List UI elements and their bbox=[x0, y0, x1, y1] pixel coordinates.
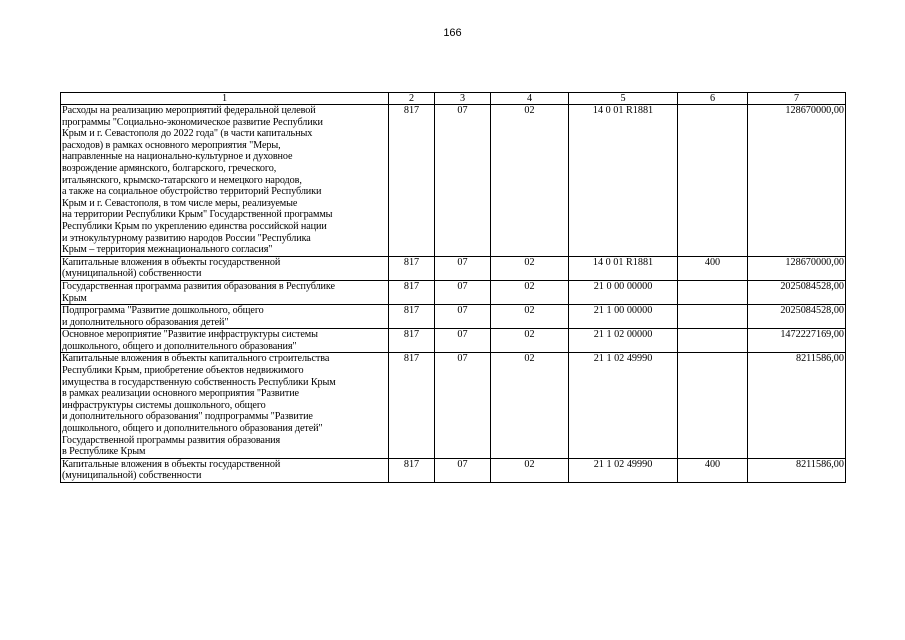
expense-type-code bbox=[678, 280, 748, 304]
page-number: 166 bbox=[443, 27, 462, 39]
column-header: 3 bbox=[435, 93, 491, 105]
column-header: 5 bbox=[569, 93, 678, 105]
amount: 2025084528,00 bbox=[748, 305, 846, 329]
column-number-row bbox=[61, 93, 846, 105]
subsection-code: 02 bbox=[491, 105, 569, 257]
column-header: 1 bbox=[61, 93, 389, 105]
subsection-code: 02 bbox=[491, 329, 569, 353]
column-header: 4 bbox=[491, 93, 569, 105]
amount: 2025084528,00 bbox=[748, 280, 846, 304]
section-code: 07 bbox=[435, 353, 491, 458]
section-code: 07 bbox=[435, 305, 491, 329]
row-name: Расходы на реализацию мероприятий федеральной целевой программы "Социально-экономическое развитие Республики Крым и г. Севастополя до 2022 года" (в части капитальных расходов) в рамках основного мероприятия "Меры, направленные на национально-культурное и духовное возрождение армянского, болгарского, греческого, итальянского, крымско-татарского и немецкого народов, а также на социальное обустройство территорий Республики Крым и г. Севастополя, в том числе меры, реализуемые на территории Республики Крым" Государственной программы Республики Крым по укреплению единства российской нации и этнокультурному развитию народов России "Республика Крым – территория межнационального согласия" bbox=[61, 105, 389, 257]
column-header: 7 bbox=[748, 93, 846, 105]
row-name: Государственная программа развития образования в Республике Крым bbox=[61, 280, 389, 304]
expense-type-code: 400 bbox=[678, 256, 748, 280]
amount: 1472227169,00 bbox=[748, 329, 846, 353]
target-article-code: 14 0 01 R1881 bbox=[569, 105, 678, 257]
target-article-code: 21 0 00 00000 bbox=[569, 280, 678, 304]
table-row bbox=[61, 105, 846, 257]
subsection-code: 02 bbox=[491, 305, 569, 329]
section-code: 07 bbox=[435, 256, 491, 280]
expense-type-code bbox=[678, 329, 748, 353]
subsection-code: 02 bbox=[491, 256, 569, 280]
column-header: 2 bbox=[389, 93, 435, 105]
target-article-code: 21 1 02 49990 bbox=[569, 458, 678, 482]
target-article-code: 21 1 02 00000 bbox=[569, 329, 678, 353]
grbs-code: 817 bbox=[389, 305, 435, 329]
section-code: 07 bbox=[435, 458, 491, 482]
target-article-code: 14 0 01 R1881 bbox=[569, 256, 678, 280]
table-row bbox=[61, 353, 846, 458]
amount: 128670000,00 bbox=[748, 105, 846, 257]
subsection-code: 02 bbox=[491, 353, 569, 458]
section-code: 07 bbox=[435, 105, 491, 257]
row-name: Капитальные вложения в объекты государственной (муниципальной) собственности bbox=[61, 256, 389, 280]
expense-type-code bbox=[678, 105, 748, 257]
grbs-code: 817 bbox=[389, 256, 435, 280]
target-article-code: 21 1 02 49990 bbox=[569, 353, 678, 458]
subsection-code: 02 bbox=[491, 280, 569, 304]
row-name: Капитальные вложения в объекты капитального строительства Республики Крым, приобретение объектов недвижимого имущества в государственную собственность Республики Крым в рамках реализации основного мероприятия "Развитие инфраструктуры системы дошкольного, общего и дополнительного образования" подпрограммы "Развитие дошкольного, общего и дополнительного образования детей" Государственной программы развития образования в Республике Крым bbox=[61, 353, 389, 458]
expense-type-code: 400 bbox=[678, 458, 748, 482]
table-row bbox=[61, 280, 846, 304]
budget-table bbox=[60, 92, 846, 483]
grbs-code: 817 bbox=[389, 458, 435, 482]
grbs-code: 817 bbox=[389, 353, 435, 458]
expense-type-code bbox=[678, 353, 748, 458]
amount: 128670000,00 bbox=[748, 256, 846, 280]
table-row bbox=[61, 329, 846, 353]
grbs-code: 817 bbox=[389, 329, 435, 353]
section-code: 07 bbox=[435, 329, 491, 353]
amount: 8211586,00 bbox=[748, 458, 846, 482]
table-row bbox=[61, 458, 846, 482]
column-header: 6 bbox=[678, 93, 748, 105]
table-row bbox=[61, 305, 846, 329]
amount: 8211586,00 bbox=[748, 353, 846, 458]
row-name: Подпрограмма "Развитие дошкольного, общего и дополнительного образования детей" bbox=[61, 305, 389, 329]
target-article-code: 21 1 00 00000 bbox=[569, 305, 678, 329]
grbs-code: 817 bbox=[389, 105, 435, 257]
grbs-code: 817 bbox=[389, 280, 435, 304]
table-row bbox=[61, 256, 846, 280]
subsection-code: 02 bbox=[491, 458, 569, 482]
row-name: Основное мероприятие "Развитие инфраструктуры системы дошкольного, общего и дополнительного образования" bbox=[61, 329, 389, 353]
section-code: 07 bbox=[435, 280, 491, 304]
expense-type-code bbox=[678, 305, 748, 329]
row-name: Капитальные вложения в объекты государственной (муниципальной) собственности bbox=[61, 458, 389, 482]
